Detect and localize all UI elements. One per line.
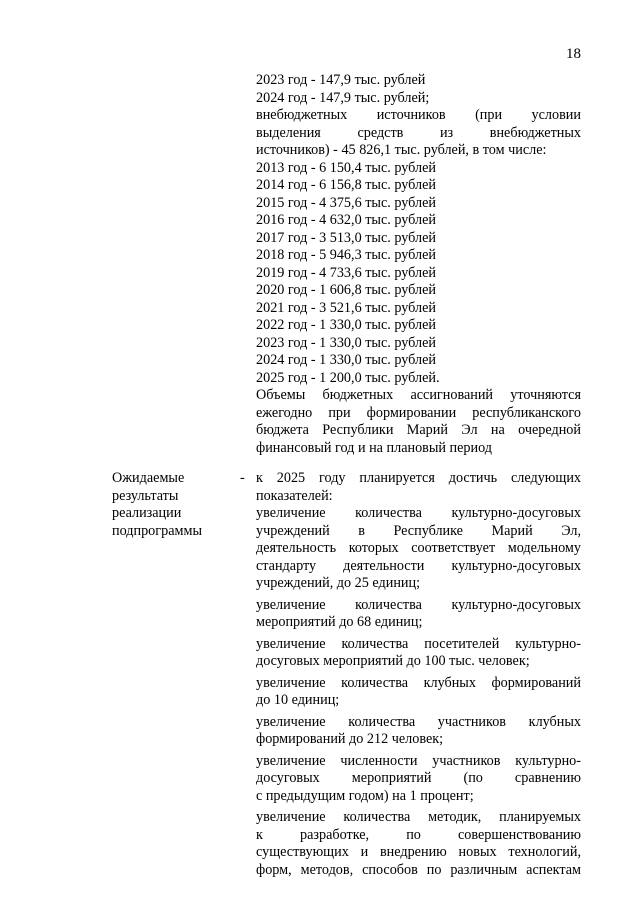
budget-note-line: ежегодно при формировании республиканского xyxy=(256,404,581,421)
indicator-line: увеличение количества культурно-досуговых xyxy=(256,505,581,521)
indicator-line: деятельность которых соответствует модельному xyxy=(256,540,581,556)
year-amount: 2019 год - 4 733,6 тыс. рублей xyxy=(256,264,436,281)
indicator-line: увеличение количества посетителей культурно- xyxy=(256,635,581,652)
expected-results-label xyxy=(112,470,232,540)
extrabudget-line: внебюджетных источников (при условии xyxy=(256,107,581,123)
page-number: 18 xyxy=(566,46,581,62)
year-amount: 2024 год - 1 330,0 тыс. рублей xyxy=(256,352,436,368)
budget-note-line: Объемы бюджетных ассигнований уточняются xyxy=(256,387,581,403)
funding-line: 2023 год - 147,9 тыс. рублей xyxy=(256,72,426,88)
indicator-line: увеличение количества методик, планируемых xyxy=(256,809,581,825)
indicator-line: увеличение количества клубных формирований xyxy=(256,674,581,691)
year-amount: 2013 год - 6 150,4 тыс. рублей xyxy=(256,159,436,176)
year-amount: 2016 год - 4 632,0 тыс. рублей xyxy=(256,212,436,228)
indicator-line: к разработке, по совершенствованию xyxy=(256,826,581,843)
funding-line: 2024 год - 147,9 тыс. рублей; xyxy=(256,89,430,106)
year-amount: 2015 год - 4 375,6 тыс. рублей xyxy=(256,194,436,211)
budget-note-line: бюджета Республики Марий Эл на очередной xyxy=(256,422,581,438)
indicator-line: учреждений, до 25 единиц; xyxy=(256,575,421,591)
label-line: Ожидаемые xyxy=(112,470,185,486)
results-intro-line: к 2025 году планируется достичь следующих xyxy=(256,470,581,486)
year-amount: 2018 год - 5 946,3 тыс. рублей xyxy=(256,247,436,263)
year-amount: 2023 год - 1 330,0 тыс. рублей xyxy=(256,334,436,351)
label-line: подпрограммы xyxy=(112,522,202,539)
year-amount: 2021 год - 3 521,6 тыс. рублей xyxy=(256,299,436,316)
indicator-line: увеличение численности участников культурно- xyxy=(256,752,581,769)
indicator-line: досуговых мероприятий до 100 тыс. человек; xyxy=(256,653,530,669)
separator-dash: - xyxy=(240,470,245,486)
budget-note-line: финансовый год и на плановый период xyxy=(256,439,493,456)
year-amount: 2025 год - 1 200,0 тыс. рублей. xyxy=(256,369,440,386)
indicator-line: формирований до 212 человек; xyxy=(256,731,444,747)
indicator-line: учреждений в Республике Марий Эл, xyxy=(256,522,581,539)
indicator-line: форм, методов, способов по различным аспектам xyxy=(256,861,581,878)
indicator-line: мероприятий до 68 единиц; xyxy=(256,614,423,630)
indicator-line: увеличение количества культурно-досуговых xyxy=(256,596,581,613)
indicator-line: с предыдущим годом) на 1 процент; xyxy=(256,787,474,804)
funding-block xyxy=(256,72,581,457)
indicator-line: увеличение количества участников клубных xyxy=(256,713,581,730)
label-line: реализации xyxy=(112,505,182,521)
indicator-line: до 10 единиц; xyxy=(256,692,340,708)
results-intro-line: показателей: xyxy=(256,487,333,504)
extrabudget-line: выделения средств из внебюджетных xyxy=(256,124,581,141)
year-amount: 2017 год - 3 513,0 тыс. рублей xyxy=(256,229,436,246)
results-block xyxy=(256,470,581,879)
indicator-line: существующих и внедрению новых технологий, xyxy=(256,844,581,860)
indicator-line: стандарту деятельности культурно-досуговых xyxy=(256,557,581,574)
year-amount: 2014 год - 6 156,8 тыс. рублей xyxy=(256,177,436,193)
extrabudget-line: источников) - 45 826,1 тыс. рублей, в том числе: xyxy=(256,142,547,158)
year-amount: 2022 год - 1 330,0 тыс. рублей xyxy=(256,317,436,333)
indicator-line: досуговых мероприятий (по сравнению xyxy=(256,770,581,786)
label-line: результаты xyxy=(112,487,179,504)
year-amount: 2020 год - 1 606,8 тыс. рублей xyxy=(256,282,436,298)
